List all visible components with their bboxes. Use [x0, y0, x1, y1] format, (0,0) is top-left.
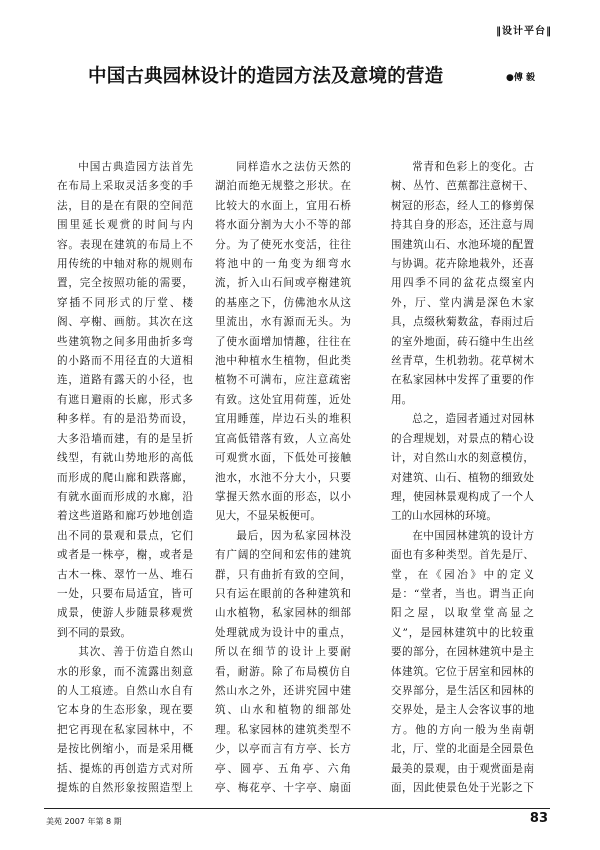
body-column-1 [57, 158, 193, 798]
paragraph: 在中国园林建筑的设计方面也有多种类型。首先是厅、堂，在《园冶》中的定义是：“堂者，当也。谓当正向阳之屋，以取堂堂高显之义”，是园林建筑中的比较重要的部分，在园林建筑中是主体建筑。它位于居室和园林的交界部分，是生活区和园林的交界处，是主人会客议事的地方。他的方向一般为坐南朝北，厅、堂的北面是全园景色最美的景观，由于观赏面是南面，因此使景色处于光影之下 [391, 529, 534, 794]
article-author: ●傅 毅 [506, 73, 535, 83]
paragraph: 其次、善于仿造自然山水的形象，而不流露出刻意的人工痕迹。自然山水自有它本身的生态形象，现在要把它再现在私家园林中，不是按比例缩小，而是采用概括、提炼的再创造方式对所提炼的自然形象按照造型上 [57, 646, 193, 794]
journal-issue: 美苑 2007 年第 8 期 [46, 817, 122, 826]
body-column-2 [215, 158, 351, 798]
paragraph: 中国古典造园方法首先在布局上采取灵活多变的手法，目的是在有限的空间范围里延长观赏的时间与内容。表现在建筑的布局上不用传统的中轴对称的规则布置，完全按照功能的需要，穿插不同形式的厅堂、楼阁、亭榭、画舫。其次在这些建筑物之间多用曲折多弯的小路而不用径直的大道相连，道路有露天的小径，也有遮日避雨的长廊，形式多种多样。有的是沿势而设，大多沿墙而建，有的是呈折线型，有就山势地形的高低而形成的爬山廊和跌落廊，有就水面而形成的水廊，沿着这些道路和廊巧妙地创造出不同的景观和景点，它们或者是一株亭，榭，或者是古木一株、翠竹一丛、堆石一处，只要布局适宜，皆可成景，使游人步随景移观赏到不同的景致。 [57, 161, 193, 639]
footer-divider [44, 808, 550, 809]
section-tag: ‖设计平台‖ [496, 26, 552, 37]
body-column-3 [391, 158, 534, 798]
article-title: 中国古典园林设计的造园方法及意境的营造 [88, 66, 444, 87]
page-number: 83 [529, 811, 548, 826]
paragraph: 同样造水之法仿天然的湖泊而绝无规整之形状。在比较大的水面上，宜用石桥将水面分割为大小不等的部分。为了使死水变活，往往将池中的一角变为细弯水流，折入山石间或亭榭建筑的基座之下，仿佛池水从这里流出，水有源而无头。为了使水面增加情趣，往往在池中种植水生植物，但此类植物不可满布，应注意疏密有致。这处宜用荷莲，近处宜用睡莲，岸边石头的堆积宜高低错落有致，人立高处可观赏水面，下低处可接触池水，水池不分大小，只要掌握天然水面的形态，以小见大，不显呆板便可。 [215, 161, 351, 523]
paragraph: 常青和色彩上的变化。古树、丛竹、芭蕉都注意树干、树冠的形态，经人工的修剪保持其自身的形态，还注意与周围建筑山石、水池环境的配置与协调。花卉除地栽外，还喜用四季不同的盆花点缀室内外，厅、堂内满是深色木家具，点缀秋菊数盆，春雨过后的室外地面，砖石缝中生出丝丝青草，生机勃勃。花草树木在私家园林中发挥了重要的作用。 [391, 161, 534, 406]
paragraph: 总之，造园者通过对园林的合理规划，对景点的精心设计，对自然山水的刻意模仿，对建筑、山石、植物的细致处理，使园林景观构成了一个人工的山水园林的环境。 [391, 413, 534, 523]
paragraph: 最后，因为私家园林没有广阔的空间和宏伟的建筑群，只有曲折有致的空间，只有运在眼前的各种建筑和山水植物，私家园林的细部处理就成为设计中的重点，所以在细节的设计上要耐看，耐游。除了布局模仿自然山水之外，还讲究园中建筑、山水和植物的细部处理。私家园林的建筑类型不少，以亭而言有方亭、长方亭、圆亭、五角亭、六角亭、梅花亭、十字亭、扇面 [215, 529, 351, 794]
